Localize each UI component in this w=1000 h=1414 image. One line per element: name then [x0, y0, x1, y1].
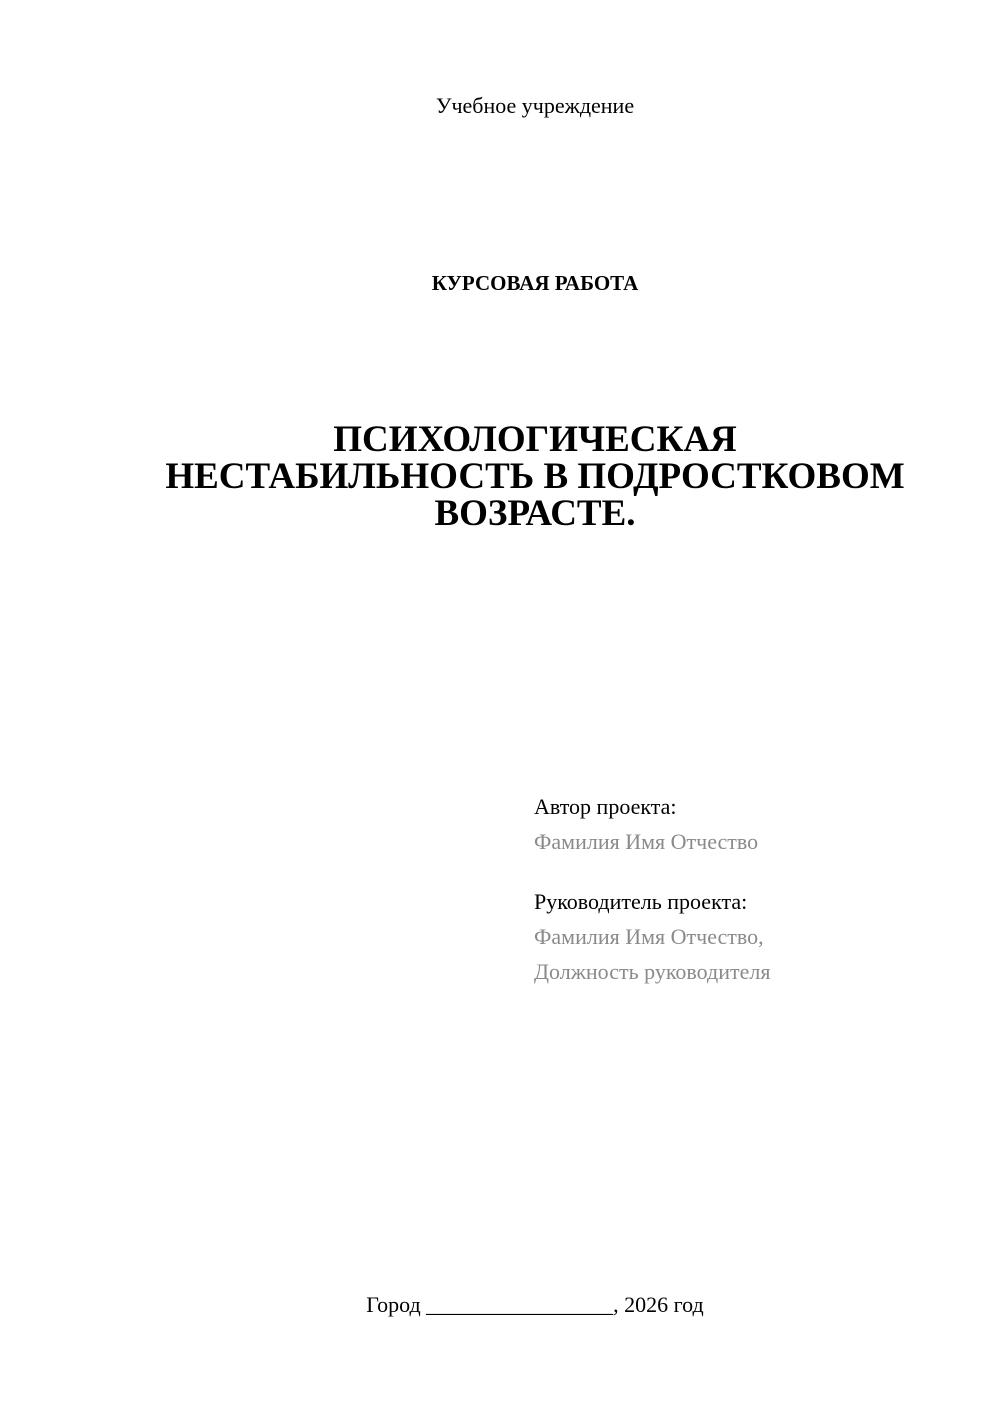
supervisor-label: Руководитель проекта: [534, 889, 748, 914]
credits-spacer [534, 859, 770, 884]
project-credits [534, 789, 770, 989]
work-title-line: ПСИХОЛОГИЧЕСКАЯ [333, 419, 737, 460]
work-title [100, 421, 970, 532]
city-year: Город _________________, 2026 год [366, 1292, 704, 1317]
supervisor-name: Фамилия Имя Отчество, [534, 924, 764, 949]
work-title-line: ВОЗРАСТЕ. [434, 493, 636, 534]
author-name: Фамилия Имя Отчество [534, 829, 759, 854]
author-label: Автор проекта: [534, 794, 677, 819]
document-type: КУРСОВАЯ РАБОТА [431, 271, 639, 295]
work-title-line: НЕСТАБИЛЬНОСТЬ В ПОДРОСТКОВОМ [165, 456, 905, 497]
institution-name: Учебное учреждение [435, 93, 635, 118]
supervisor-position: Должность руководителя [534, 959, 771, 984]
